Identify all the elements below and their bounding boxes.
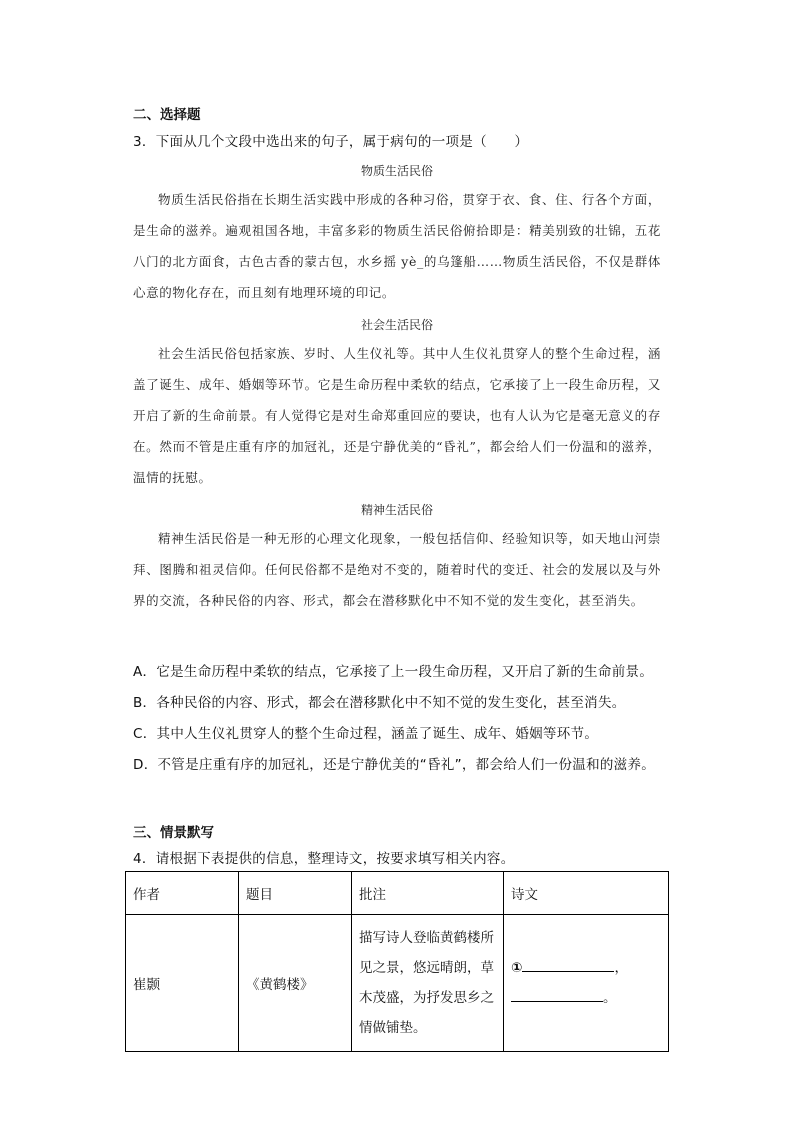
passage-title-social: 社会生活民俗 [360,318,433,332]
option-b: B．各种民俗的内容、形式，都会在潜移默化中不知不觉的发生变化，甚至消失。 [133,695,626,711]
blank-marker: ① [511,960,523,976]
header-title: 题目 [239,872,352,915]
header-poem: 诗文 [504,872,669,915]
cell-poem-text [504,915,669,1052]
answer-line-1 [511,953,661,983]
cell-author: 崔颢 [126,915,239,1052]
note-text: 描写诗人登临黄鹤楼所见之景，悠远晴朗，草木茂盛，为抒发思乡之情做铺垫。 [359,930,494,1036]
passage-text-material: 物质生活民俗指在长期生活实践中形成的各种习俗，贯穿于衣、食、住、行各个方面，是生命的滋养。遍观祖国各地，丰富多彩的物质生活民俗俯拾即是：精美别致的壮锦，五花八门的北方面食，古色古香的蒙古包，水乡摇 yè_的乌篷船……物质生活民俗，不仅是群体心意的物化存在，而且刻有地理环境的印记。 [133,192,661,300]
header-note: 批注 [352,872,504,915]
answer-line-2 [511,983,661,1013]
cell-note [352,915,504,1052]
passage-text-social: 社会生活民俗包括家族、岁时、人生仪礼等。其中人生仪礼贯穿人的整个生命过程，涵盖了诞生、成年、婚姻等环节。它是生命历程中柔软的结点，它承接了上一段生命历程，又开启了新的生命前景。有人觉得它是对生命郑重回应的要诀，也有人认为它是毫无意义的存在。然而不管是庄重有序的加冠礼，还是宁静优美的“昏礼”，都会给人们一份温和的滋养，温情的抚慰。 [133,346,661,485]
table-row [126,915,669,1052]
header-author: 作者 [126,872,239,915]
option-c: C．其中人生仪礼贯穿人的整个生命过程，涵盖了诞生、成年、婚姻等环节。 [133,726,599,742]
question-3-stem: 3．下面从几个文段中选出来的句子，属于病句的一项是（ ） [133,134,529,150]
section-title-choice: 二、选择题 [133,107,201,123]
separator-comma: ， [614,960,628,976]
cell-poem-title: 《黄鹤楼》 [239,915,352,1052]
passage-block [133,158,661,616]
option-a: A．它是生命历程中柔软的结点，它承接了上一段生命历程，又开启了新的生命前景。 [133,664,654,680]
question-4-stem: 4．请根据下表提供的信息，整理诗文，按要求填写相关内容。 [133,851,515,867]
poem-table [125,871,669,1052]
fill-blank-1[interactable] [522,957,614,972]
passage-title-spiritual: 精神生活民俗 [360,503,433,517]
table-header-row [126,872,669,915]
passage-text-spiritual: 精神生活民俗是一种无形的心理文化现象，一般包括信仰、经验知识等，如天地山河崇拜、图腾和祖灵信仰。任何民俗都不是绝对不变的，随着时代的变迁、社会的发展以及与外界的交流，各种民俗的内容、形式，都会在潜移默化中不知不觉的发生变化，甚至消失。 [133,531,661,608]
section-title-recitation: 三、情景默写 [133,825,214,841]
separator-period: 。 [603,990,617,1006]
option-d: D．不管是庄重有序的加冠礼，还是宁静优美的“昏礼”，都会给人们一份温和的滋养。 [133,757,656,773]
fill-blank-2[interactable] [511,987,603,1002]
passage-title-material: 物质生活民俗 [360,164,433,178]
